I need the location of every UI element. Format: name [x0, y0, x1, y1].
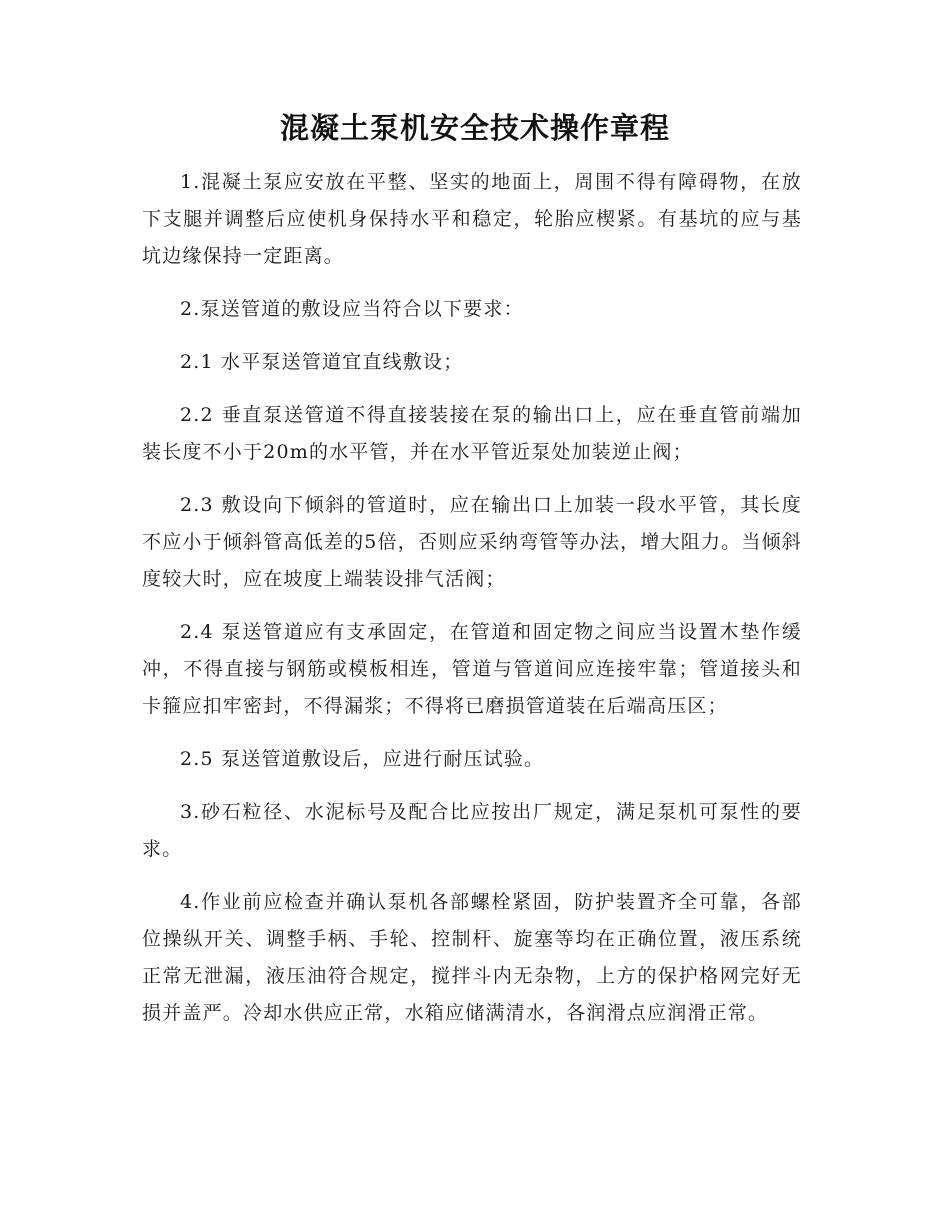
paragraph-3: 3.砂石粒径、水泥标号及配合比应按出厂规定，满足泵机可泵性的要求。 — [142, 801, 802, 860]
paragraph-2-4: 2.4 泵送管道应有支承固定，在管道和固定物之间应当设置木垫作缓冲，不得直接与钢筋或模板相连，管道与管道间应连接牢靠；管道接头和卡箍应扣牢密封，不得漏浆；不得将已磨损管道装在后端高压区； — [142, 621, 802, 717]
paragraph-2-3: 2.3 敷设向下倾斜的管道时，应在输出口上加装一段水平管，其长度不应小于倾斜管高低差的5倍，否则应采纳弯管等办法，增大阻力。当倾斜度较大时，应在坡度上端装设排气活阀； — [142, 494, 802, 590]
document-body — [142, 164, 802, 1048]
paragraph-2-2: 2.2 垂直泵送管道不得直接装接在泵的输出口上，应在垂直管前端加装长度不小于20m的水平管，并在水平管近泵处加装逆止阀； — [142, 404, 802, 463]
paragraph-2: 2.泵送管道的敷设应当符合以下要求： — [180, 298, 524, 320]
paragraph-2-5: 2.5 泵送管道敷设后，应进行耐压试验。 — [180, 748, 545, 770]
paragraph-1: 1.混凝土泵应安放在平整、坚实的地面上，周围不得有障碍物，在放下支腿并调整后应使机身保持水平和稳定，轮胎应楔紧。有基坑的应与基坑边缘保持一定距离。 — [142, 171, 802, 267]
document-title: 混凝土泵机安全技术操作章程 — [279, 111, 670, 145]
paragraph-4: 4.作业前应检查并确认泵机各部螺栓紧固，防护装置齐全可靠，各部位操纵开关、调整手柄、手轮、控制杆、旋塞等均在正确位置，液压系统正常无泄漏，液压油符合规定，搅拌斗内无杂物，上方的保护格网完好无损并盖严。冷却水供应正常，水箱应储满清水，各润滑点应润滑正常。 — [142, 891, 802, 1024]
paragraph-2-1: 2.1 水平泵送管道宜直线敷设； — [180, 351, 464, 373]
